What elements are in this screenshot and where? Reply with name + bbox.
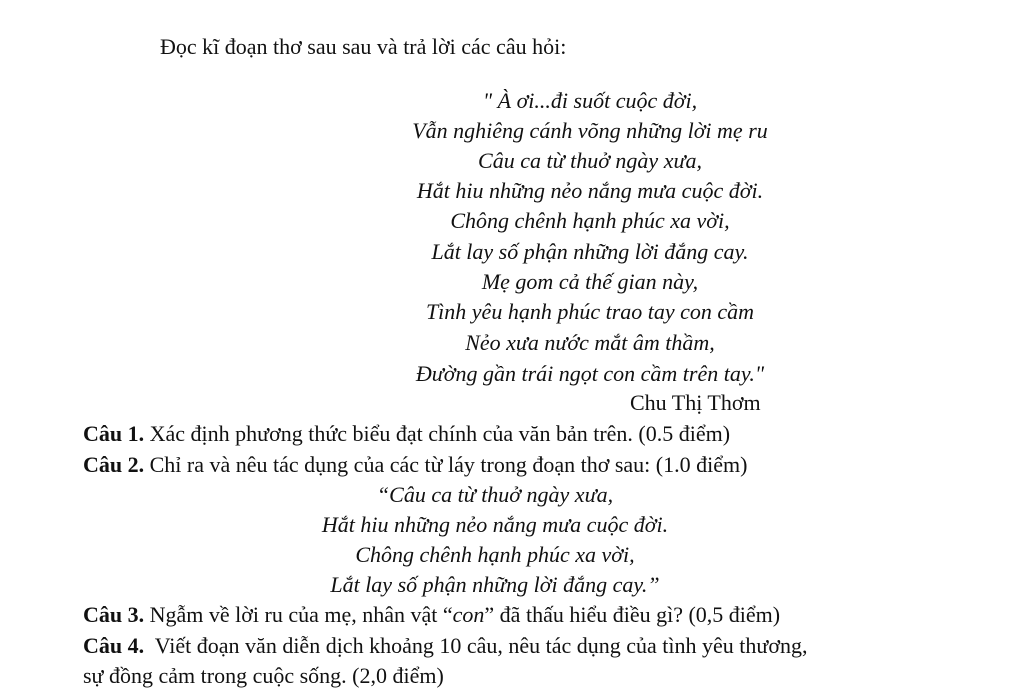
excerpt-line-1: “Câu ca từ thuở ngày xưa, — [376, 482, 614, 507]
instruction-line: Đọc kĩ đoạn thơ sau sau và trả lời các câu hỏi: — [160, 34, 567, 59]
poem-line-1: " À ơi...đi suốt cuộc đời, — [482, 88, 698, 113]
excerpt-line-4: Lắt lay số phận những lời đắng cay.” — [330, 572, 660, 597]
question-3-text-after: ” đã thấu hiểu điều gì? (0,5 điểm) — [484, 602, 781, 627]
poem-line-9: Nẻo xưa nước mắt âm thầm, — [465, 330, 715, 355]
question-2-text: Chỉ ra và nêu tác dụng của các từ láy trong đoạn thơ sau: (1.0 điểm) — [144, 452, 748, 477]
excerpt-line-2: Hắt hiu những nẻo nắng mưa cuộc đời. — [321, 512, 669, 537]
poem-line-7: Mẹ gom cả thế gian này, — [481, 269, 699, 294]
question-4-label: Câu 4. — [83, 633, 145, 658]
poem-line-5: Chông chênh hạnh phúc xa vời, — [450, 208, 730, 233]
question-4-continuation: sự đồng cảm trong cuộc sống. (2,0 điểm) — [83, 663, 444, 688]
poem-author: Chu Thị Thơm — [630, 390, 761, 415]
question-3-text-italic: con — [452, 602, 485, 627]
question-1-label: Câu 1. — [83, 421, 145, 446]
question-2 — [83, 450, 747, 480]
question-1 — [83, 419, 730, 449]
poem-line-4: Hắt hiu những nẻo nắng mưa cuộc đời. — [416, 178, 764, 203]
poem-line-3: Câu ca từ thuở ngày xưa, — [478, 148, 702, 173]
poem-line-10: Đường gần trái ngọt con cầm trên tay." — [415, 361, 765, 386]
poem-line-2: Vẫn nghiêng cánh võng những lời mẹ ru — [412, 118, 768, 143]
question-3-text-before: Ngẫm về lời ru của mẹ, nhân vật “ — [144, 602, 453, 627]
question-3 — [83, 600, 780, 630]
poem-line-8: Tình yêu hạnh phúc trao tay con cầm — [425, 299, 755, 324]
poem-line-6: Lắt lay số phận những lời đắng cay. — [431, 239, 749, 264]
question-3-label: Câu 3. — [83, 602, 145, 627]
question-4-text: Viết đoạn văn diễn dịch khoảng 10 câu, nêu tác dụng của tình yêu thương, — [144, 633, 808, 658]
question-1-text: Xác định phương thức biểu đạt chính của văn bản trên. (0.5 điểm) — [144, 421, 731, 446]
excerpt-line-3: Chông chênh hạnh phúc xa vời, — [355, 542, 635, 567]
question-2-label: Câu 2. — [83, 452, 145, 477]
question-4 — [83, 631, 807, 661]
